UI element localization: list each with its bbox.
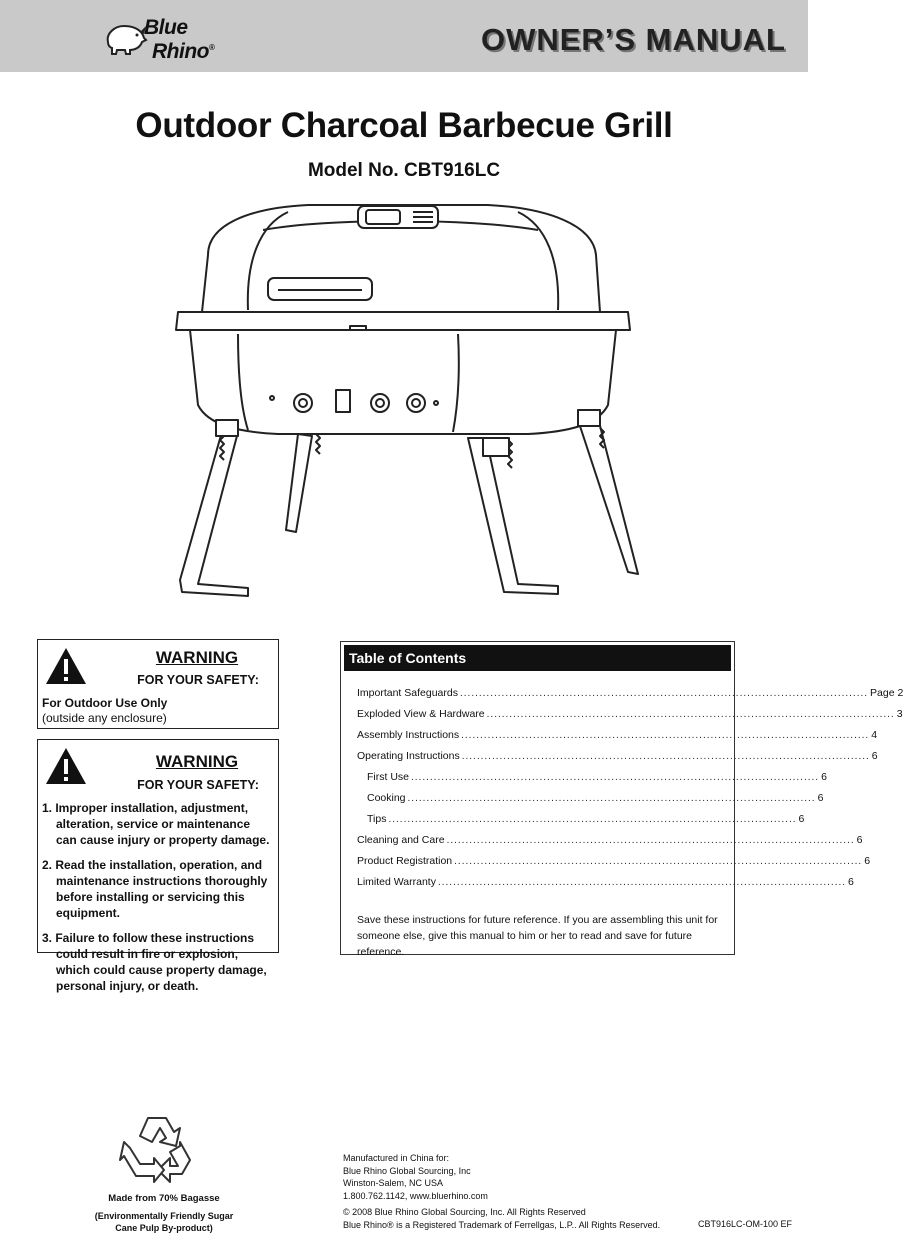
toc-heading: Table of Contents bbox=[344, 645, 731, 671]
brand-line-2: Rhino bbox=[152, 40, 209, 63]
warning-triangle-icon bbox=[44, 646, 88, 686]
warning-outdoor-use bbox=[37, 639, 279, 729]
toc-entry: Product Registration ............................................................................................................ 6 bbox=[357, 855, 871, 867]
warning-triangle-icon bbox=[44, 746, 88, 786]
document-number: CBT916LC-OM-100 EF bbox=[697, 1219, 792, 1229]
bagasse-heading: Made from 70% Bagasse bbox=[108, 1193, 220, 1204]
manual-title: OWNER’S MANUAL bbox=[480, 22, 786, 57]
toc-entry-page: 6 bbox=[871, 750, 878, 762]
toc-entry-page: Page 2 bbox=[870, 687, 903, 699]
mfg-line: Blue Rhino Global Sourcing, Inc bbox=[343, 1165, 471, 1176]
warning-list bbox=[38, 800, 278, 1003]
toc-entry-page: 4 bbox=[871, 729, 878, 741]
warning-item: 3. Failure to follow these instructions could result in fire or explosion, which could cause property damage, personal injury, or death. bbox=[42, 931, 267, 993]
warning-subheading: FOR YOUR SAFETY: bbox=[137, 778, 259, 792]
table-of-contents bbox=[340, 641, 903, 958]
bagasse-description bbox=[90, 1210, 238, 1234]
trademark-line: Blue Rhino® is a Registered Trademark of Ferrellgas, L.P.. All Rights Reserved. bbox=[343, 1219, 661, 1230]
toc-entry: Operating Instructions ............................................................................................................ 6 bbox=[357, 750, 878, 762]
warning-subheading: FOR YOUR SAFETY: bbox=[137, 673, 259, 687]
toc-entry-title: Limited Warranty bbox=[357, 876, 436, 888]
toc-entry-title: First Use bbox=[367, 771, 409, 783]
toc-entry-title: Operating Instructions bbox=[357, 750, 460, 762]
warning-item: 2. Read the installation, operation, and maintenance instructions thoroughly before installing or servicing this equipment. bbox=[42, 858, 268, 920]
model-number: Model No. CBT916LC bbox=[307, 160, 501, 181]
toc-entry-title: Product Registration bbox=[357, 855, 453, 867]
mfg-line: Manufactured in China for: bbox=[343, 1153, 450, 1163]
toc-entry-title: Assembly Instructions bbox=[357, 729, 460, 741]
toc-entry-page: 6 bbox=[856, 834, 863, 846]
toc-entry-page: 6 bbox=[821, 771, 827, 783]
toc-entry-page: 6 bbox=[798, 813, 805, 825]
toc-entry-title: Cleaning and Care bbox=[357, 834, 445, 846]
toc-entry-page: 6 bbox=[864, 855, 871, 867]
toc-entry-title: Important Safeguards bbox=[357, 687, 458, 699]
toc-entry: Important Safeguards ............................................................................................................ Page 2 bbox=[357, 687, 903, 699]
brand-logo bbox=[104, 14, 236, 66]
registered-mark: ® bbox=[208, 43, 215, 52]
warning-line-1: For Outdoor Use Only bbox=[42, 696, 168, 710]
toc-entry: Limited Warranty ............................................................................................................ 6 bbox=[357, 876, 854, 888]
rhino-logo-icon bbox=[104, 20, 148, 56]
mfg-line: 1.800.762.1142, www.bluerhino.com bbox=[343, 1190, 488, 1201]
warning-item: 1. Improper installation, adjustment, alteration, service or maintenance can cause injury or property damage. bbox=[42, 801, 270, 847]
bagasse-line-2: (Environmentally Friendly Sugar bbox=[94, 1211, 234, 1221]
legal-notice bbox=[343, 1206, 660, 1231]
recycle-icon bbox=[118, 1112, 200, 1188]
toc-entry: Cleaning and Care ............................................................................................................ 6 bbox=[357, 834, 863, 846]
brand-line-1: Blue bbox=[144, 16, 188, 39]
toc-entry-title: Exploded View & Hardware bbox=[357, 708, 485, 720]
brand-name bbox=[144, 18, 214, 62]
warning-heading: WARNING bbox=[155, 752, 239, 771]
toc-entry-title: Cooking bbox=[367, 792, 406, 804]
toc-entry-title: Tips bbox=[367, 813, 387, 825]
grill-illustration bbox=[168, 200, 638, 600]
warning-line-2: (outside any enclosure) bbox=[42, 711, 167, 725]
toc-entry-page: 3 bbox=[896, 708, 903, 720]
toc-entry: First Use ............................................................................................................ 6 bbox=[367, 771, 827, 783]
toc-entry-page: 6 bbox=[848, 876, 854, 888]
toc-entry: Exploded View & Hardware ............................................................................................................ 3 bbox=[357, 708, 903, 720]
toc-note: Save these instructions for future reference. If you are assembling this unit for someone else, give this manual to him or her to read and save for future reference. bbox=[357, 914, 718, 958]
toc-entry: Cooking ............................................................................................................ 6 bbox=[367, 792, 824, 804]
warning-installation bbox=[37, 739, 279, 993]
toc-entry-page: 6 bbox=[817, 792, 824, 804]
toc-entry: Tips ............................................................................................................ 6 bbox=[367, 813, 805, 825]
manufacturer-info bbox=[343, 1152, 488, 1202]
header-bar bbox=[0, 0, 808, 72]
mfg-line: Winston-Salem, NC USA bbox=[343, 1178, 444, 1188]
copyright-line: © 2008 Blue Rhino Global Sourcing, Inc. All Rights Reserved bbox=[343, 1207, 586, 1217]
toc-entry: Assembly Instructions ............................................................................................................ 4 bbox=[357, 729, 878, 741]
bagasse-line-3: Cane Pulp By-product) bbox=[115, 1223, 213, 1233]
document-title: Outdoor Charcoal Barbecue Grill bbox=[135, 106, 673, 145]
warning-heading: WARNING bbox=[155, 648, 239, 667]
